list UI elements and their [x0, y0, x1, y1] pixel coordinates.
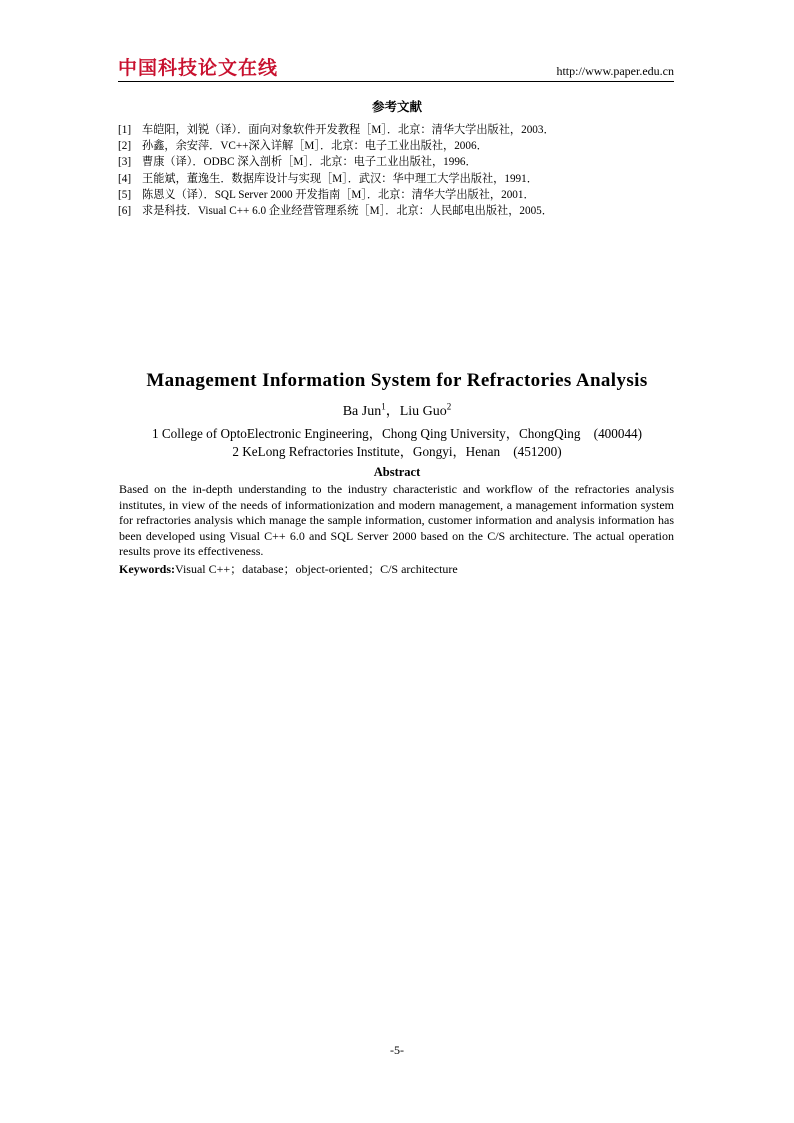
- reference-item: [118, 171, 678, 187]
- page-header: [118, 56, 674, 82]
- english-title: Management Information System for Refractories Analysis: [146, 370, 648, 391]
- reference-item: [118, 154, 678, 170]
- reference-text: 王能斌，董逸生．数据库设计与实现［M］．武汉：华中理工大学出版社，1991．: [142, 172, 538, 185]
- reference-number: [4]: [118, 172, 132, 185]
- reference-item: [118, 138, 678, 154]
- references-title: 参考文献: [371, 99, 422, 114]
- author-line: [0, 400, 794, 420]
- reference-item: [118, 203, 678, 219]
- reference-text: 陈恩义（译）．SQL Server 2000 开发指南［M］．北京：清华大学出版社，2001．: [142, 188, 535, 201]
- reference-number: [5]: [118, 188, 132, 201]
- reference-list: [118, 122, 678, 219]
- author-affiliation-mark: 2: [446, 401, 452, 412]
- reference-text: 车皑阳，刘锐（译）．面向对象软件开发教程［M］．北京：清华大学出版社，2003．: [142, 124, 555, 136]
- reference-number: [1]: [118, 124, 132, 136]
- keywords-text: Visual C++；database；object-oriented；C/S architecture: [175, 562, 458, 576]
- reference-text: 曹康（译）．ODBC 深入剖析［M］．北京：电子工业出版社，1996．: [142, 156, 477, 169]
- author-affiliation-mark: 1: [381, 401, 386, 412]
- reference-item: [118, 122, 678, 138]
- author-name: Ba Jun: [342, 404, 382, 419]
- keywords-line: [119, 560, 674, 577]
- page-number: -5-: [390, 1043, 404, 1057]
- keywords-label: Keywords:: [119, 562, 175, 576]
- reference-text: 求是科技．Visual C++ 6.0 企业经营管理系统［M］．北京：人民邮电出版社，2005．: [142, 205, 553, 218]
- abstract-body: Based on the in-depth understanding to the industry characteristic and workflow of the refractories analysis institutes, in view of the needs of informationization and modern management, a management information system for refractories analysis which manage the sample information, customer information and analysis information has been developed using Visual C++ 6.0 and SQL Server 2000 based on the C/S architecture. The actual operation results prove its effectiveness.: [119, 482, 674, 558]
- author-name: Liu Guo: [399, 404, 447, 419]
- site-logo: 中国科技论文在线: [118, 57, 279, 79]
- author-separator: ，: [385, 404, 400, 419]
- header-url: http://www.paper.edu.cn: [556, 64, 674, 78]
- reference-text: 孙鑫，余安萍．VC++深入详解［M］．北京：电子工业出版社，2006．: [142, 140, 488, 153]
- reference-item: [118, 187, 678, 203]
- affiliation-1: 1 College of OptoElectronic Engineering，Chong Qing University，ChongQing (400044): [151, 426, 643, 441]
- affiliation-2: 2 KeLong Refractories Institute，Gongyi，Henan (451200): [232, 444, 562, 459]
- header-rule: [118, 81, 674, 82]
- reference-number: [2]: [118, 140, 132, 153]
- abstract-title: Abstract: [373, 465, 421, 479]
- reference-number: [6]: [118, 205, 132, 218]
- reference-number: [3]: [118, 156, 132, 169]
